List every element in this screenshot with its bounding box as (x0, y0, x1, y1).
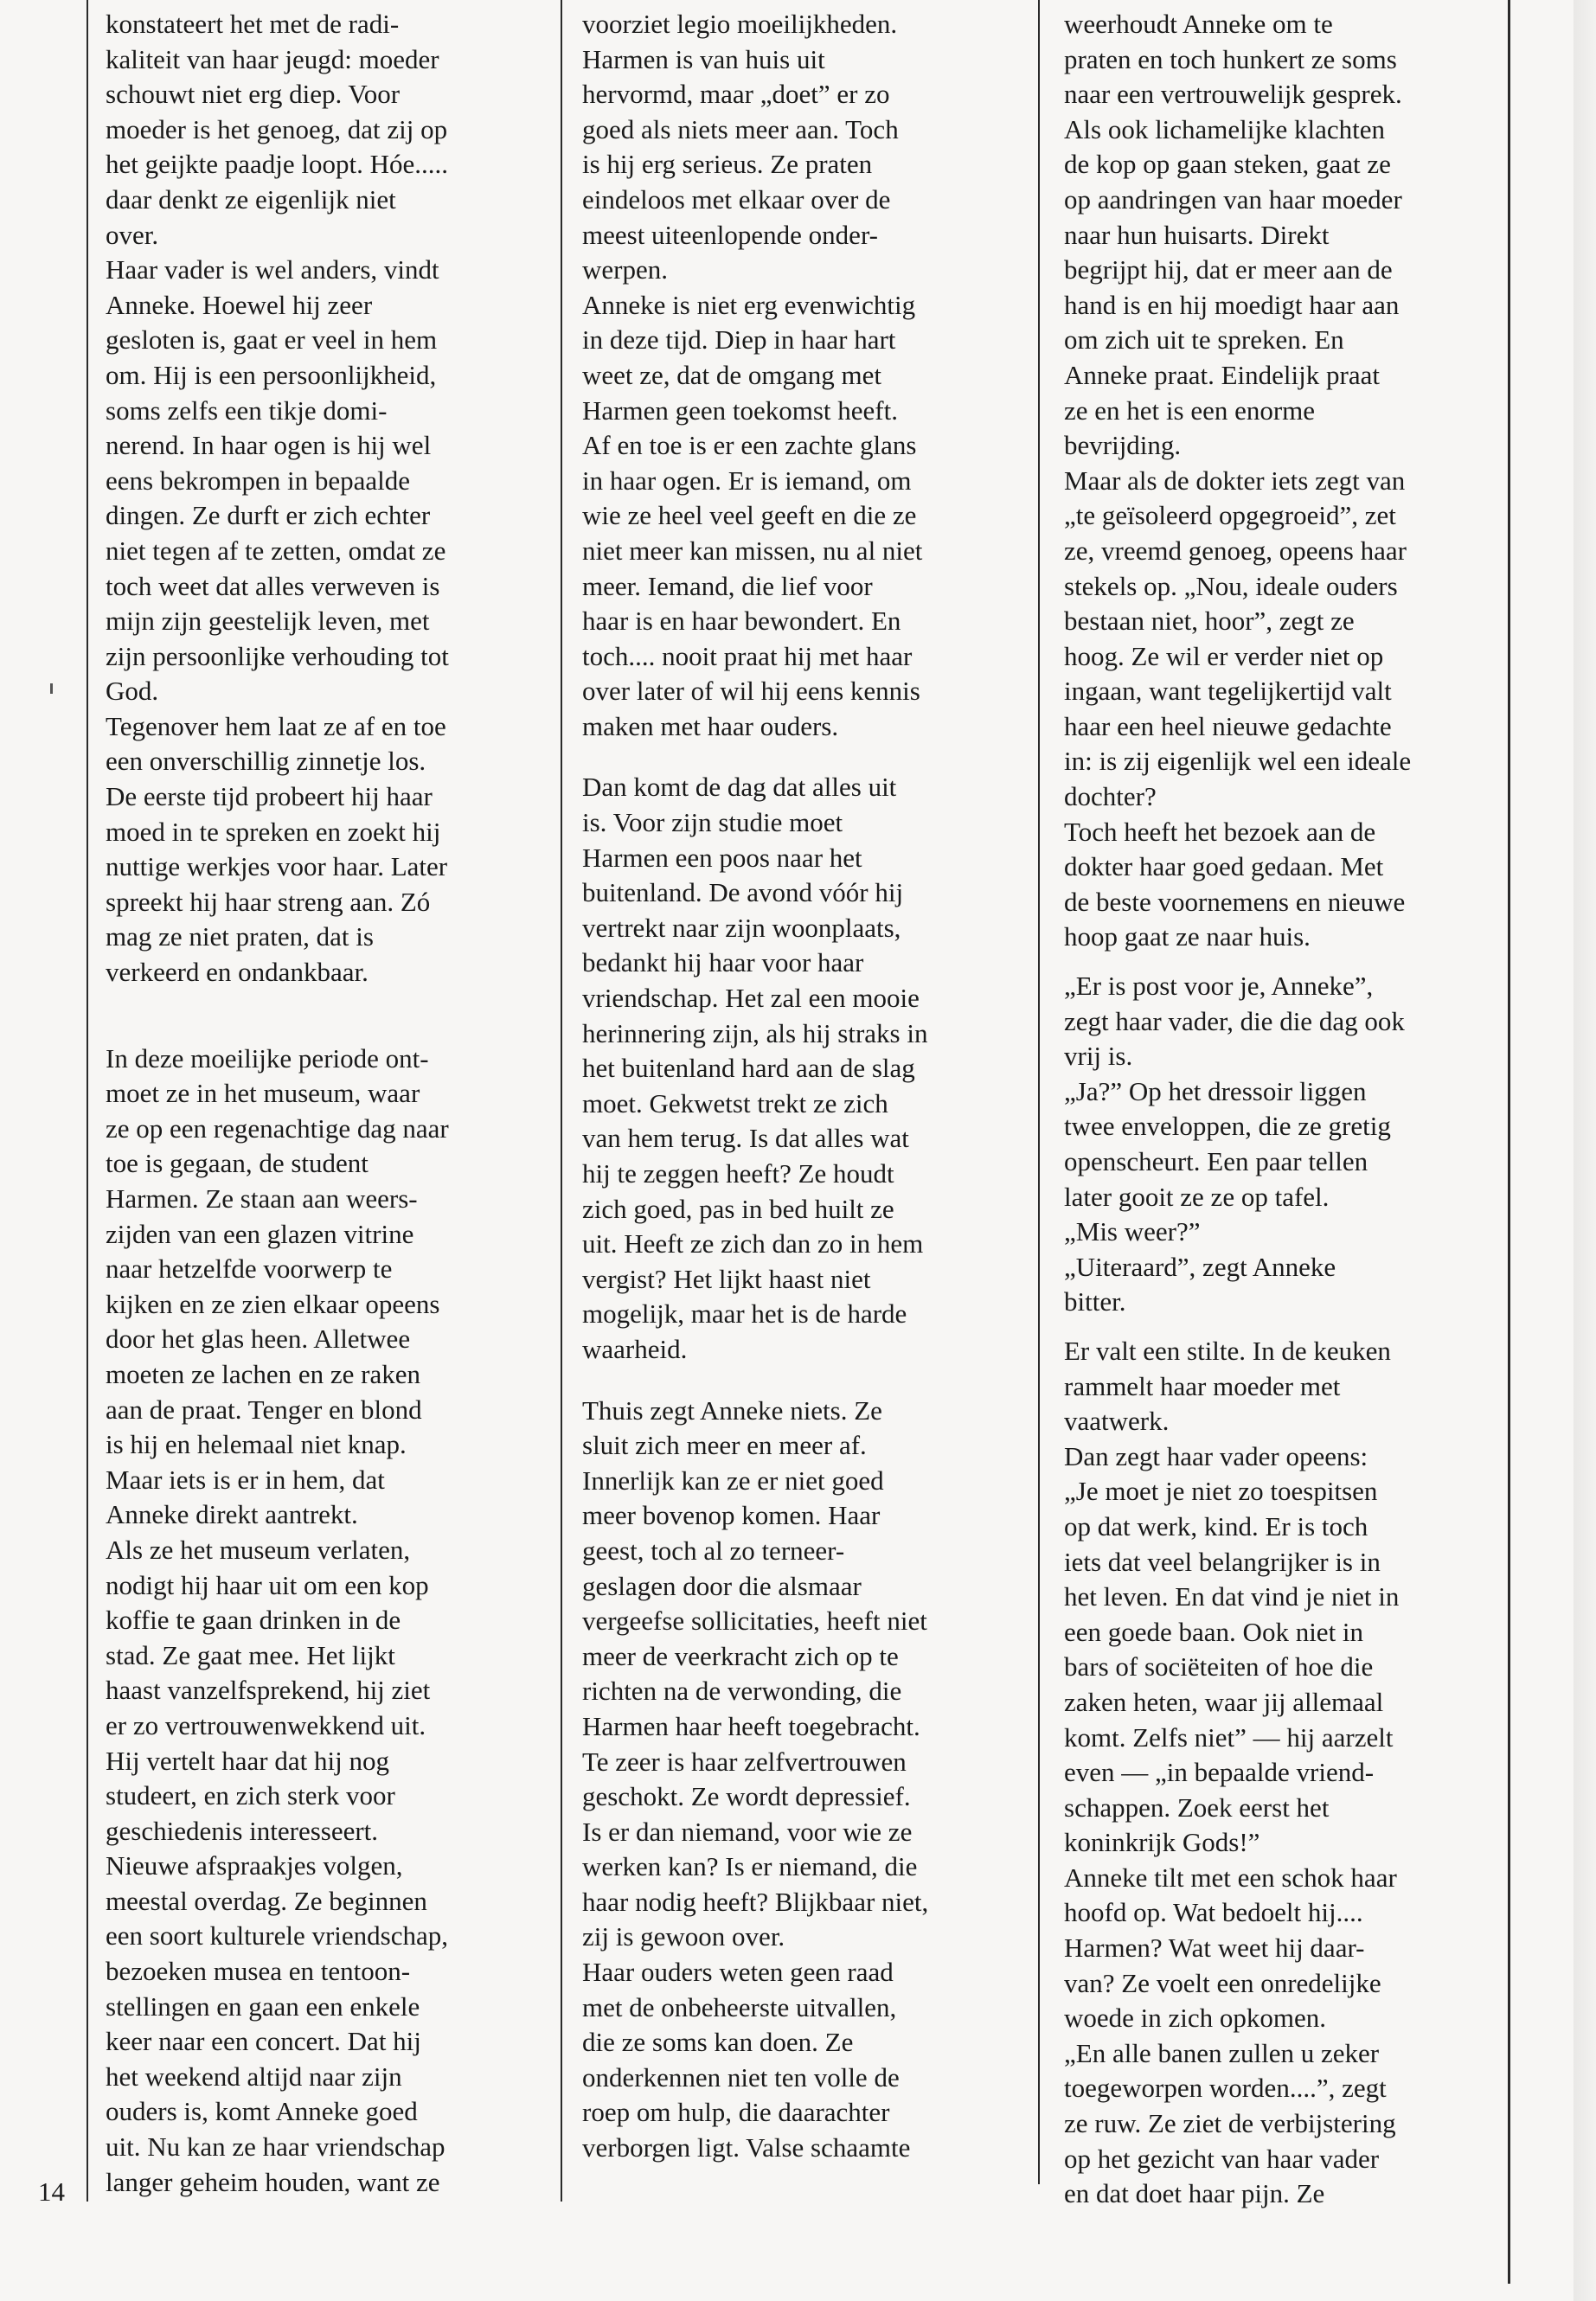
paragraph: voorziet legio moeilijkheden. Harmen is van huis uit hervormd, maar „doet” er zo goed als niets meer aan. Toch is hij erg serieus. Ze praten eindeloos met elkaar over de meest uiteenlopende onder- werpen. (582, 9, 899, 285)
paragraph: Er valt een stilte. In de keuken rammelt haar moeder met vaatwerk. (1064, 1335, 1391, 1437)
paragraph: Tegenover hem laat ze af en toe een onverschillig zinnetje los. De eerste tijd probeert hij haar moed in te spreken en zoekt hij nuttige werkjes voor haar. Later spreekt hij haar streng aan. Zó mag ze niet praten, dat is verkeerd en ondankbaar. (106, 710, 448, 988)
paragraph: Maar als de dokter iets zegt van „te geïsoleerd opgegroeid”, zet ze, vreemd genoeg, opeens haar stekels op. „Nou, ideale ouders bestaan niet, hoor”, zegt ze hoog. Ze wil er verder niet op ingaan, want tegelijkertijd valt haar een heel nieuwe gedachte in: is zij eigenlijk wel een ideale dochter? (1064, 465, 1412, 812)
paragraph: Toch heeft het bezoek aan de dokter haar goed gedaan. Met de beste voornemens en nieuwe hoop gaat ze naar huis. (1064, 816, 1406, 952)
paragraph: „Mis weer?” (1064, 1216, 1201, 1247)
paragraph: „En alle banen zullen u zeker toegeworpen worden....”, zegt ze ruw. Ze ziet de verbijstering op het gezicht van haar vader en dat doet haar pijn. Ze (1064, 2037, 1396, 2209)
column-rule-middle (561, 0, 562, 2202)
paragraph: konstateert het met de radi- kaliteit van haar jeugd: moeder schouwt niet erg diep. Voor moeder is het genoeg, dat zij op het geijkte paadje loopt. Hóe..... daar denkt ze eigenlijk niet over. (106, 9, 448, 250)
paragraph: Als ze het museum verlaten, nodigt hij haar uit om een kop koffie te gaan drinken in de stad. Ze gaat mee. Het lijkt haast vanzelfsprekend, hij ziet er zo vertrouwenwekkend uit. Hij vertelt haar dat hij nog studeert, en zich sterk voor geschiedenis interesseert. (106, 1534, 431, 1846)
scan-speck (50, 683, 53, 694)
paragraph: Haar ouders weten geen raad met de onbeheerste uitvallen, die ze soms kan doen. Ze onderkennen niet ten volle de roep om hulp, die daarachter verborgen ligt. Valse schaamte (582, 1957, 911, 2163)
text-column-1 (106, 7, 555, 2200)
paragraph: Thuis zegt Anneke niets. Ze sluit zich meer en meer af. Innerlijk kan ze er niet goed meer bovenop komen. Haar geest, toch al zo terneer- geslagen door die alsmaar vergeefse sollicitaties, heeft niet meer de veerkracht zich op te richten na de verwonding, die Harmen haar heeft toegebracht. Te zeer is haar zelfvertrouwen geschokt. Ze wordt depressief. Is er dan niemand, voor wie ze werken kan? Is er niemand, die haar nodig heeft? Blijkbaar niet, zij is gewoon over. (582, 1394, 929, 1952)
paragraph: Anneke tilt met een schok haar hoofd op. Wat bedoelt hij.... Harmen? Wat weet hij daar- van? Ze voelt een onredelijke woede in zich opkomen. (1064, 1862, 1397, 2034)
column-rule-right (1038, 0, 1040, 2184)
paragraph: „Ja?” Op het dressoir liggen twee enveloppen, die ze gretig openscheurt. Een paar tellen later gooit ze ze op tafel. (1064, 1075, 1391, 1212)
paragraph: Nieuwe afspraakjes volgen, meestal overdag. Ze beginnen een soort kulturele vriendschap, bezoeken musea en tentoon- stellingen en gaan een enkele keer naar een concert. Dat hij het weekend altijd naar zijn ouders is, komt Anneke goed uit. Nu kan ze haar vriendschap langer geheim houden, want ze (106, 1850, 448, 2197)
paragraph: „Uiteraard”, zegt Anneke bitter. (1064, 1251, 1336, 1317)
text-column-2 (582, 7, 1032, 2166)
paragraph: „Er is post voor je, Anneke”, zegt haar vader, die die dag ook vrij is. (1064, 971, 1405, 1072)
text-column-3 (1064, 7, 1501, 2212)
paragraph: weerhoudt Anneke om te praten en toch hunkert ze soms naar een vertrouwelijk gesprek. Als ook lichamelijke klachten de kop op gaan steken, gaat ze op aandringen van haar moeder naar hun huisarts. Direkt begrijpt hij, dat er meer aan de hand is en hij moedigt haar aan om zich uit te spreken. En Anneke praat. Eindelijk praat ze en het is een enorme bevrijding. (1064, 9, 1402, 461)
paragraph: Dan zegt haar vader opeens: „Je moet je niet zo toespitsen op dat werk, kind. Er is toch iets dat veel belangrijker is in het leven. En dat vind je niet in een goede baan. Ook niet in bars of sociëteiten of hoe die zaken heten, waar jij allemaal komt. Zelfs niet” — hij aarzelt even — „in bepaalde vriend- schappen. Zoek eerst het koninkrijk Gods!” (1064, 1440, 1400, 1858)
page-edge-shadow (1574, 0, 1596, 2301)
column-rule-outer (1508, 0, 1510, 2284)
page-number: 14 (38, 2176, 65, 2207)
column-rule-left (87, 0, 88, 2202)
paragraph: Anneke is niet erg evenwichtig in deze tijd. Diep in haar hart weet ze, dat de omgang met Harmen geen toekomst heeft. Af en toe is er een zachte glans in haar ogen. Er is iemand, om wie ze heel veel geeft en die ze niet meer kan missen, nu al niet meer. Iemand, die lief voor haar is en haar bewondert. En toch.... nooit praat hij met haar over later of wil hij eens kennis maken met haar ouders. (582, 289, 923, 741)
paragraph: Haar vader is wel anders, vindt Anneke. Hoewel hij zeer gesloten is, gaat er veel in hem om. Hij is een persoonlijkheid, soms zelfs een tikje domi- nerend. In haar ogen is hij wel eens bekrompen in bepaalde dingen. Ze durft er zich echter niet tegen af te zetten, omdat ze toch weet dat alles verweven is mijn zijn geestelijk leven, met zijn persoonlijke verhouding tot God. (106, 254, 449, 707)
paragraph: In deze moeilijke periode ont- moet ze in het museum, waar ze op een regenachtige dag naar toe is gegaan, de student Harmen. Ze staan aan weers- zijden van een glazen vitrine naar hetzelfde voorwerp te kijken en ze zien elkaar opeens door het glas heen. Alletwee moeten ze lachen en ze raken aan de praat. Tenger en blond is hij en helemaal niet knap. Maar iets is er in hem, dat Anneke direkt aantrekt. (106, 1042, 449, 1530)
paragraph: Dan komt de dag dat alles uit is. Voor zijn studie moet Harmen een poos naar het buitenland. De avond vóór hij vertrekt naar zijn woonplaats, bedankt hij haar voor haar vriendschap. Het zal een mooie herinnering zijn, als hij straks in het buitenland hard aan de slag moet. Gekwetst trekt ze zich van hem terug. Is dat alles wat hij te zeggen heeft? Ze houdt zich goed, pas in bed huilt ze uit. Heeft ze zich dan zo in hem vergist? Het lijkt haast niet mogelijk, maar het is de harde waarheid. (582, 772, 928, 1364)
